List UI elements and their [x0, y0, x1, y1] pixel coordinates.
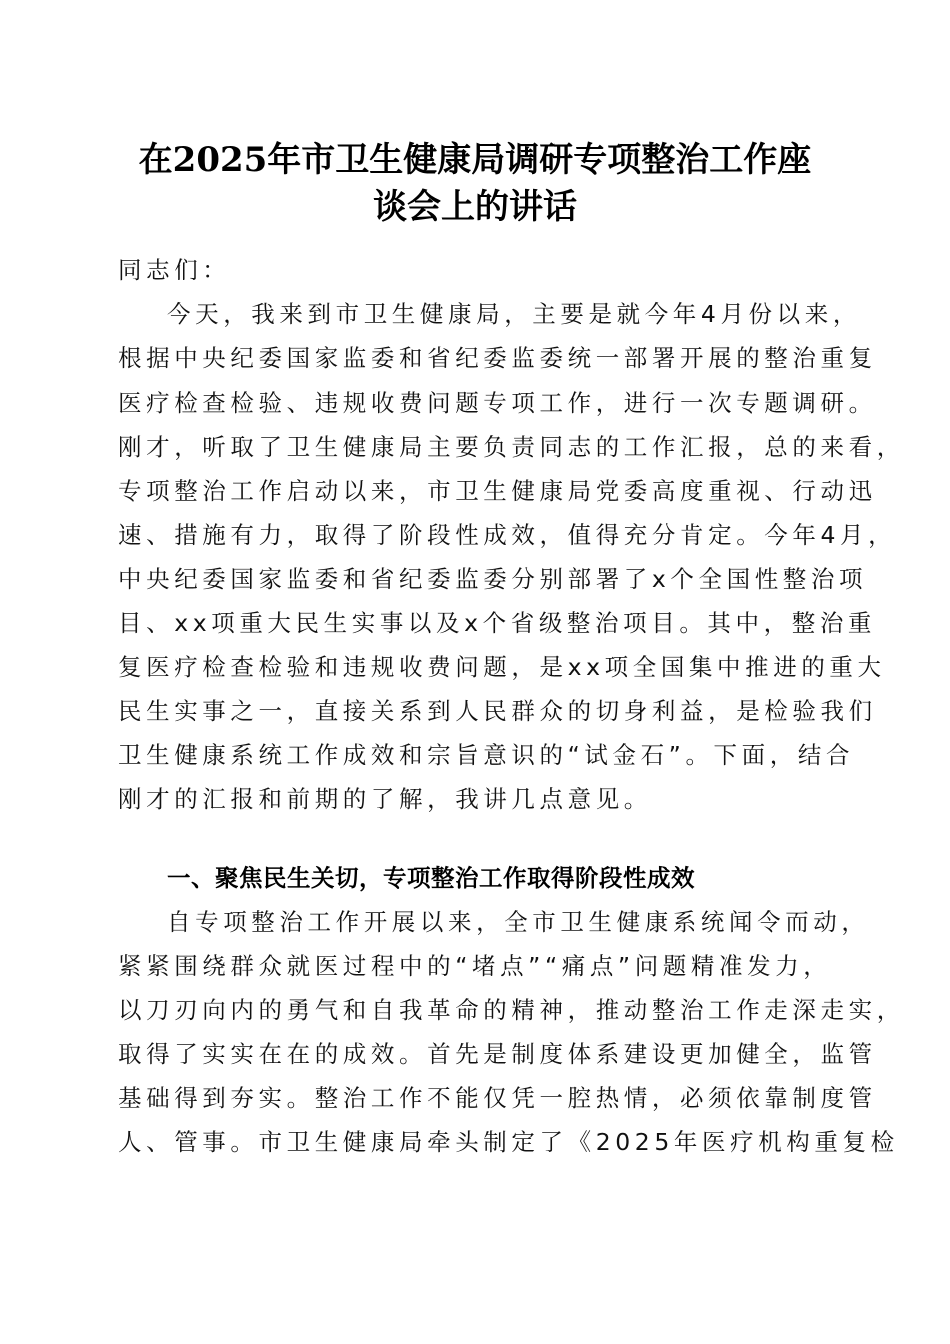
paragraph-2-line: 基础得到夯实。整治工作不能仅凭一腔热情，必须依靠制度管 [118, 1084, 877, 1112]
paragraph-2-line: 取得了实实在在的成效。首先是制度体系建设更加健全，监管 [118, 1040, 877, 1068]
paragraph-1-line: 卫生健康系统工作成效和宗旨意识的“试金石”。下面，结合 [118, 741, 855, 769]
paragraph-1-line: 速、措施有力，取得了阶段性成效，值得充分肯定。今年4月， [118, 521, 897, 549]
paragraph-1-line: 今天，我来到市卫生健康局，主要是就今年4月份以来， [167, 300, 861, 328]
paragraph-1-line: 专项整治工作启动以来，市卫生健康局党委高度重视、行动迅 [118, 477, 877, 505]
paragraph-2-line: 自专项整治工作开展以来，全市卫生健康系统闻令而动， [167, 908, 870, 936]
document-title-line-1: 在2025年市卫生健康局调研专项整治工作座 [138, 140, 812, 180]
paragraph-1-line: 目、xx项重大民生实事以及x个省级整治项目。其中，整治重 [118, 609, 877, 637]
paragraph-1-line: 民生实事之一，直接关系到人民群众的切身利益，是检验我们 [118, 697, 877, 725]
paragraph-1-line: 复医疗检查检验和违规收费问题，是xx项全国集中推进的重大 [118, 653, 886, 681]
paragraph-2-line: 以刀刃向内的勇气和自我革命的精神，推动整治工作走深走实， [118, 996, 905, 1024]
section-1-heading: 一、聚焦民生关切，专项整治工作取得阶段性成效 [167, 864, 695, 892]
paragraph-2-line: 人、管事。市卫生健康局牵头制定了《2025年医疗机构重复检 [118, 1128, 899, 1156]
paragraph-1-line: 刚才的汇报和前期的了解，我讲几点意见。 [118, 785, 652, 813]
paragraph-1-line: 刚才，听取了卫生健康局主要负责同志的工作汇报，总的来看， [118, 433, 905, 461]
paragraph-2-line: 紧紧围绕群众就医过程中的“堵点”“痛点”问题精准发力， [118, 952, 832, 980]
salutation: 同志们： [118, 256, 231, 284]
document-title-line-2: 谈会上的讲话 [373, 187, 577, 227]
paragraph-1-line: 医疗检查检验、违规收费问题专项工作，进行一次专题调研。 [118, 389, 877, 417]
paragraph-1-line: 中央纪委国家监委和省纪委监委分别部署了x个全国性整治项 [118, 565, 868, 593]
paragraph-1-line: 根据中央纪委国家监委和省纪委监委统一部署开展的整治重复 [118, 344, 877, 372]
